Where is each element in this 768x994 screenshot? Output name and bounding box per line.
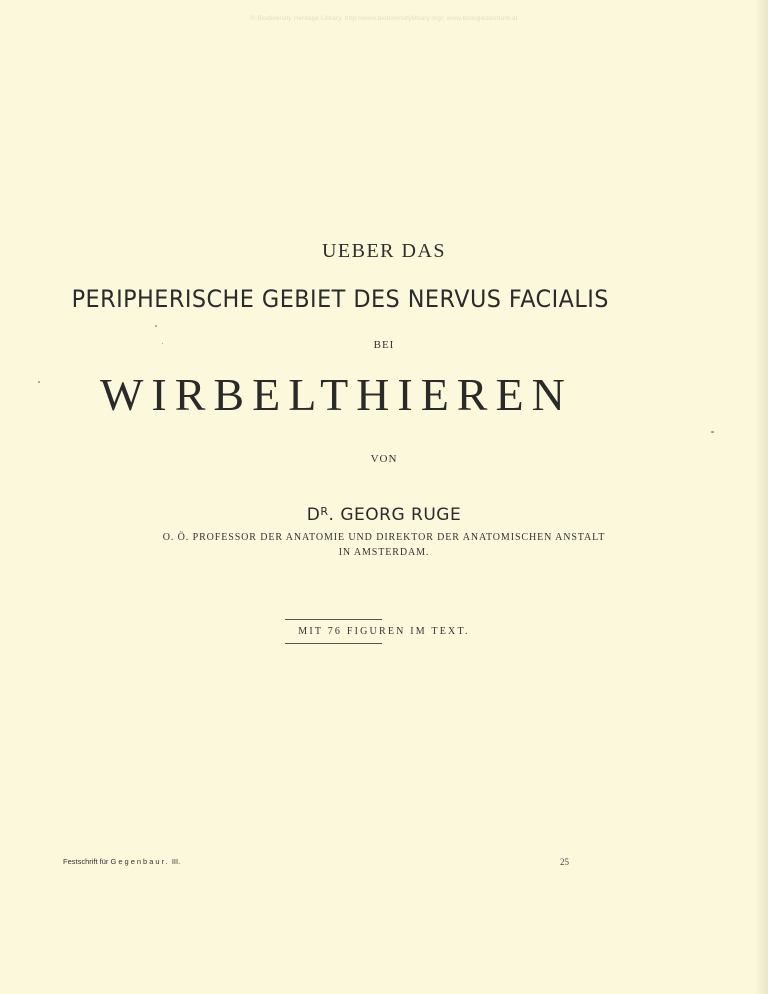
top-rule-divider xyxy=(285,619,382,620)
affiliation-line-2: IN AMSTERDAM. xyxy=(338,547,430,558)
paper-speck xyxy=(38,381,40,383)
footer-publication-reference xyxy=(63,857,180,866)
author-prefix: D xyxy=(306,505,321,525)
affiliation-line-1: O. Ö. PROFESSOR DER ANATOMIE UND DIREKTOR DER ANATOMISCHEN ANSTALT xyxy=(162,532,606,543)
author-name xyxy=(0,505,768,525)
paper-speck xyxy=(711,431,714,433)
title-connector: BEI xyxy=(373,339,395,351)
title-line-2: PERIPHERISCHE GEBIET DES NERVUS FACIALIS xyxy=(71,285,609,313)
author-prefix-superscript: R xyxy=(320,505,329,518)
title-line-1: UEBER DAS xyxy=(321,240,447,262)
byline-von: VON xyxy=(370,453,398,465)
title-line-3: WIRBELTHIEREN xyxy=(100,369,573,420)
author-surname: . GEORG RUGE xyxy=(328,505,462,525)
paper-speck xyxy=(162,343,163,344)
bottom-rule-divider xyxy=(285,643,382,644)
page-number: 25 xyxy=(560,857,569,867)
page-edge-shadow xyxy=(754,0,768,994)
watermark-text: © Biodiversity Heritage Library, http://www.biodiversitylibrary.org/; www.biologiezentrum.at xyxy=(250,15,518,22)
footer-prefix: Festschrift für xyxy=(63,857,109,866)
footer-volume: III. xyxy=(171,857,181,866)
figures-note: MIT 76 FIGUREN IM TEXT. xyxy=(298,626,470,637)
footer-name: Gegenbaur. xyxy=(110,857,170,866)
paper-speck xyxy=(155,325,157,327)
